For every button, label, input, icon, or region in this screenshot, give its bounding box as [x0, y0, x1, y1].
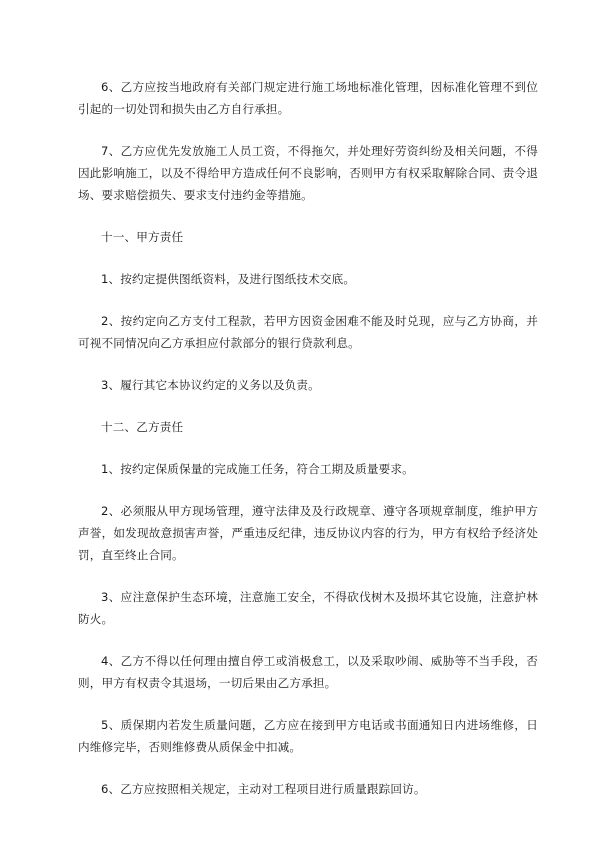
section-heading-party-b-duties: 十二、乙方责任 — [101, 420, 184, 434]
section-heading-party-a-duties: 十一、甲方责任 — [101, 230, 184, 244]
party-b-clause-4: 4、乙方不得以任何理由擅自停工或消极怠工，以及采取吵闹、威胁等不当手段，否则，甲方有权责令其退场，一切后果由乙方承担。 — [78, 654, 538, 690]
party-a-clause-1: 1、按约定提供图纸资料，及进行图纸技术交底。 — [101, 272, 356, 286]
clause-6-site-management: 6、乙方应按当地政府有关部门规定进行施工场地标准化管理，因标准化管理不到位引起的一切处罚和损失由乙方自行承担。 — [78, 80, 538, 116]
party-a-clause-2: 2、按约定向乙方支付工程款，若甲方因资金困难不能及时兑现，应与乙方协商，并可视不同情况向乙方承担应付款部分的银行贷款利息。 — [78, 314, 538, 350]
clause-7-wages: 7、乙方应优先发放施工人员工资，不得拖欠，并处理好劳资纠纷及相关问题，不得因此影响施工，以及不得给甲方造成任何不良影响，否则甲方有权采取解除合同、责令退场、要求赔偿损失、要求支付违约金等措施。 — [78, 144, 538, 202]
party-b-clause-1: 1、按约定保质保量的完成施工任务，符合工期及质量要求。 — [101, 462, 414, 476]
party-b-clause-2: 2、必须服从甲方现场管理，遵守法律及及行政规章、遵守各项规章制度，维护甲方声誉，如发现故意损害声誉，严重违反纪律，违反协议内容的行为，甲方有权给予经济处罚，直至终止合同。 — [78, 504, 538, 562]
party-b-clause-5: 5、质保期内若发生质量问题，乙方应在接到甲方电话或书面通知日内进场维修，日内维修完毕，否则维修费从质保金中扣减。 — [78, 718, 538, 754]
party-a-clause-3: 3、履行其它本协议约定的义务以及负责。 — [101, 378, 320, 392]
document-page — [78, 76, 538, 820]
party-b-clause-6: 6、乙方应按照相关规定，主动对工程项目进行质量跟踪回访。 — [101, 782, 426, 796]
party-b-clause-3: 3、应注意保护生态环境，注意施工安全，不得砍伐树木及损坏其它设施，注意护林防火。 — [78, 590, 538, 626]
